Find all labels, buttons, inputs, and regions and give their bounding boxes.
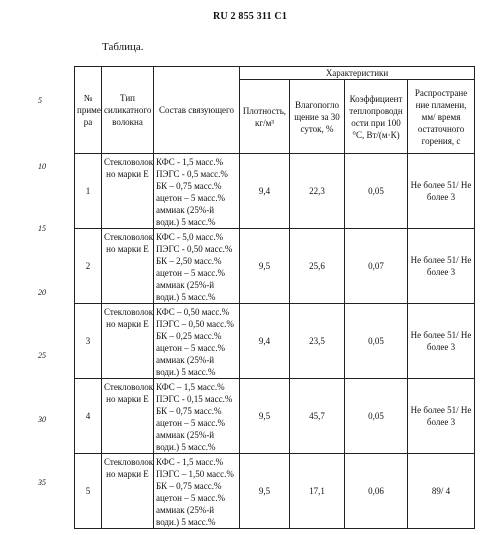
binder-line: КФС – 1,5 масс.% (156, 382, 225, 392)
fiber-type: Стекловолок но марки Е (102, 304, 154, 379)
binder-line: ацетон – 5 масс.% (156, 418, 226, 428)
flame-value: Не более 51/ Не более 3 (408, 379, 475, 454)
binder-line: аммиак (25%-й (156, 505, 215, 515)
binder-line: аммиак (25%-й (156, 355, 215, 365)
line-number: 35 (38, 478, 46, 487)
binder-line: ПЭГС – 1,50 масс.% (156, 469, 234, 479)
binder-line: ацетон – 5 масс.% (156, 193, 226, 203)
column-header-binder: Состав связующего (154, 67, 240, 154)
binder-line: води.) 5 масс.% (156, 517, 216, 527)
binder-line: води.) 5 масс.% (156, 367, 216, 377)
binder-composition (154, 304, 240, 379)
binder-line: ПЭГС - 0,5 масс.% (156, 169, 228, 179)
moisture-value: 23,5 (290, 304, 345, 379)
fiber-type: Стекловолок но марки Е (102, 379, 154, 454)
moisture-value: 45,7 (290, 379, 345, 454)
binder-line: БК – 0,75 масс.% (156, 181, 222, 191)
example-number: 2 (75, 229, 102, 304)
line-number: 15 (38, 224, 46, 233)
line-number: 20 (38, 288, 46, 297)
table-row (75, 304, 475, 379)
column-header-characteristics: Характеристики (240, 67, 475, 80)
binder-line: КФС – 0,50 масс.% (156, 307, 230, 317)
example-number: 3 (75, 304, 102, 379)
binder-composition (154, 379, 240, 454)
binder-line: ацетон – 5 масс.% (156, 343, 226, 353)
binder-line: води.) 5 масс.% (156, 442, 216, 452)
moisture-value: 22,3 (290, 154, 345, 229)
flame-value: Не более 51/ Не более 3 (408, 154, 475, 229)
fiber-type: Стекловолок но марки Е (102, 154, 154, 229)
flame-value: Не более 51/ Не более 3 (408, 304, 475, 379)
density-value: 9,5 (240, 379, 290, 454)
table-row (75, 229, 475, 304)
density-value: 9,5 (240, 229, 290, 304)
column-header-density: Плотность, кг/м³ (240, 80, 290, 154)
density-value: 9,5 (240, 454, 290, 529)
table-caption: Таблица. (102, 41, 144, 53)
binder-line: аммиак (25%-й (156, 430, 215, 440)
line-number: 5 (38, 96, 42, 105)
column-header-conductivity: Коэффициент теплопроводн ости при 100 °С, Вт/(м·К) (345, 80, 408, 154)
flame-value: 89/ 4 (408, 454, 475, 529)
density-value: 9,4 (240, 304, 290, 379)
column-header-moisture: Влагопогло щение за 30 суток, % (290, 80, 345, 154)
density-value: 9,4 (240, 154, 290, 229)
conductivity-value: 0,05 (345, 379, 408, 454)
flame-value: Не более 51/ Не более 3 (408, 229, 475, 304)
line-number: 30 (38, 415, 46, 424)
conductivity-value: 0,06 (345, 454, 408, 529)
column-header-flame: Распростране ние пламени, мм/ время остаточного горения, с (408, 80, 475, 154)
binder-line: БК – 0,75 масс.% (156, 406, 222, 416)
column-header-number: № приме ра (75, 67, 102, 154)
fiber-type: Стекловолок но марки Е (102, 454, 154, 529)
binder-line: аммиак (25%-й (156, 280, 215, 290)
binder-line: аммиак (25%-й (156, 205, 215, 215)
conductivity-value: 0,05 (345, 154, 408, 229)
line-number: 25 (38, 351, 46, 360)
moisture-value: 17,1 (290, 454, 345, 529)
table-row (75, 379, 475, 454)
column-header-fiber-type: Тип силикатного волокна (102, 67, 154, 154)
patent-number: RU 2 855 311 C1 (212, 11, 288, 22)
binder-line: ацетон – 5 масс.% (156, 268, 226, 278)
results-table (74, 66, 475, 529)
example-number: 5 (75, 454, 102, 529)
binder-line: води.) 5 масс.% (156, 292, 216, 302)
binder-line: води.) 5 масс.% (156, 217, 216, 227)
moisture-value: 25,6 (290, 229, 345, 304)
table-row (75, 154, 475, 229)
table-row (75, 454, 475, 529)
line-number: 10 (38, 162, 46, 171)
binder-line: БК – 2,50 масс.% (156, 256, 222, 266)
binder-line: ПЭГС - 0,50 масс.% (156, 244, 233, 254)
binder-line: КФС - 1,5 масс.% (156, 157, 224, 167)
binder-composition (154, 154, 240, 229)
binder-composition (154, 229, 240, 304)
binder-line: ПЭГС - 0,15 масс.% (156, 394, 233, 404)
binder-line: КФС - 5,0 масс.% (156, 232, 224, 242)
binder-line: БК – 0,25 масс.% (156, 331, 222, 341)
conductivity-value: 0,05 (345, 304, 408, 379)
binder-line: ацетон – 5 масс.% (156, 493, 226, 503)
binder-line: КФС - 1,5 масс.% (156, 457, 224, 467)
conductivity-value: 0,07 (345, 229, 408, 304)
fiber-type: Стекловолок но марки Е (102, 229, 154, 304)
binder-composition (154, 454, 240, 529)
binder-line: ПЭГС – 0,50 масс.% (156, 319, 234, 329)
example-number: 1 (75, 154, 102, 229)
binder-line: БК – 0,75 масс.% (156, 481, 222, 491)
example-number: 4 (75, 379, 102, 454)
